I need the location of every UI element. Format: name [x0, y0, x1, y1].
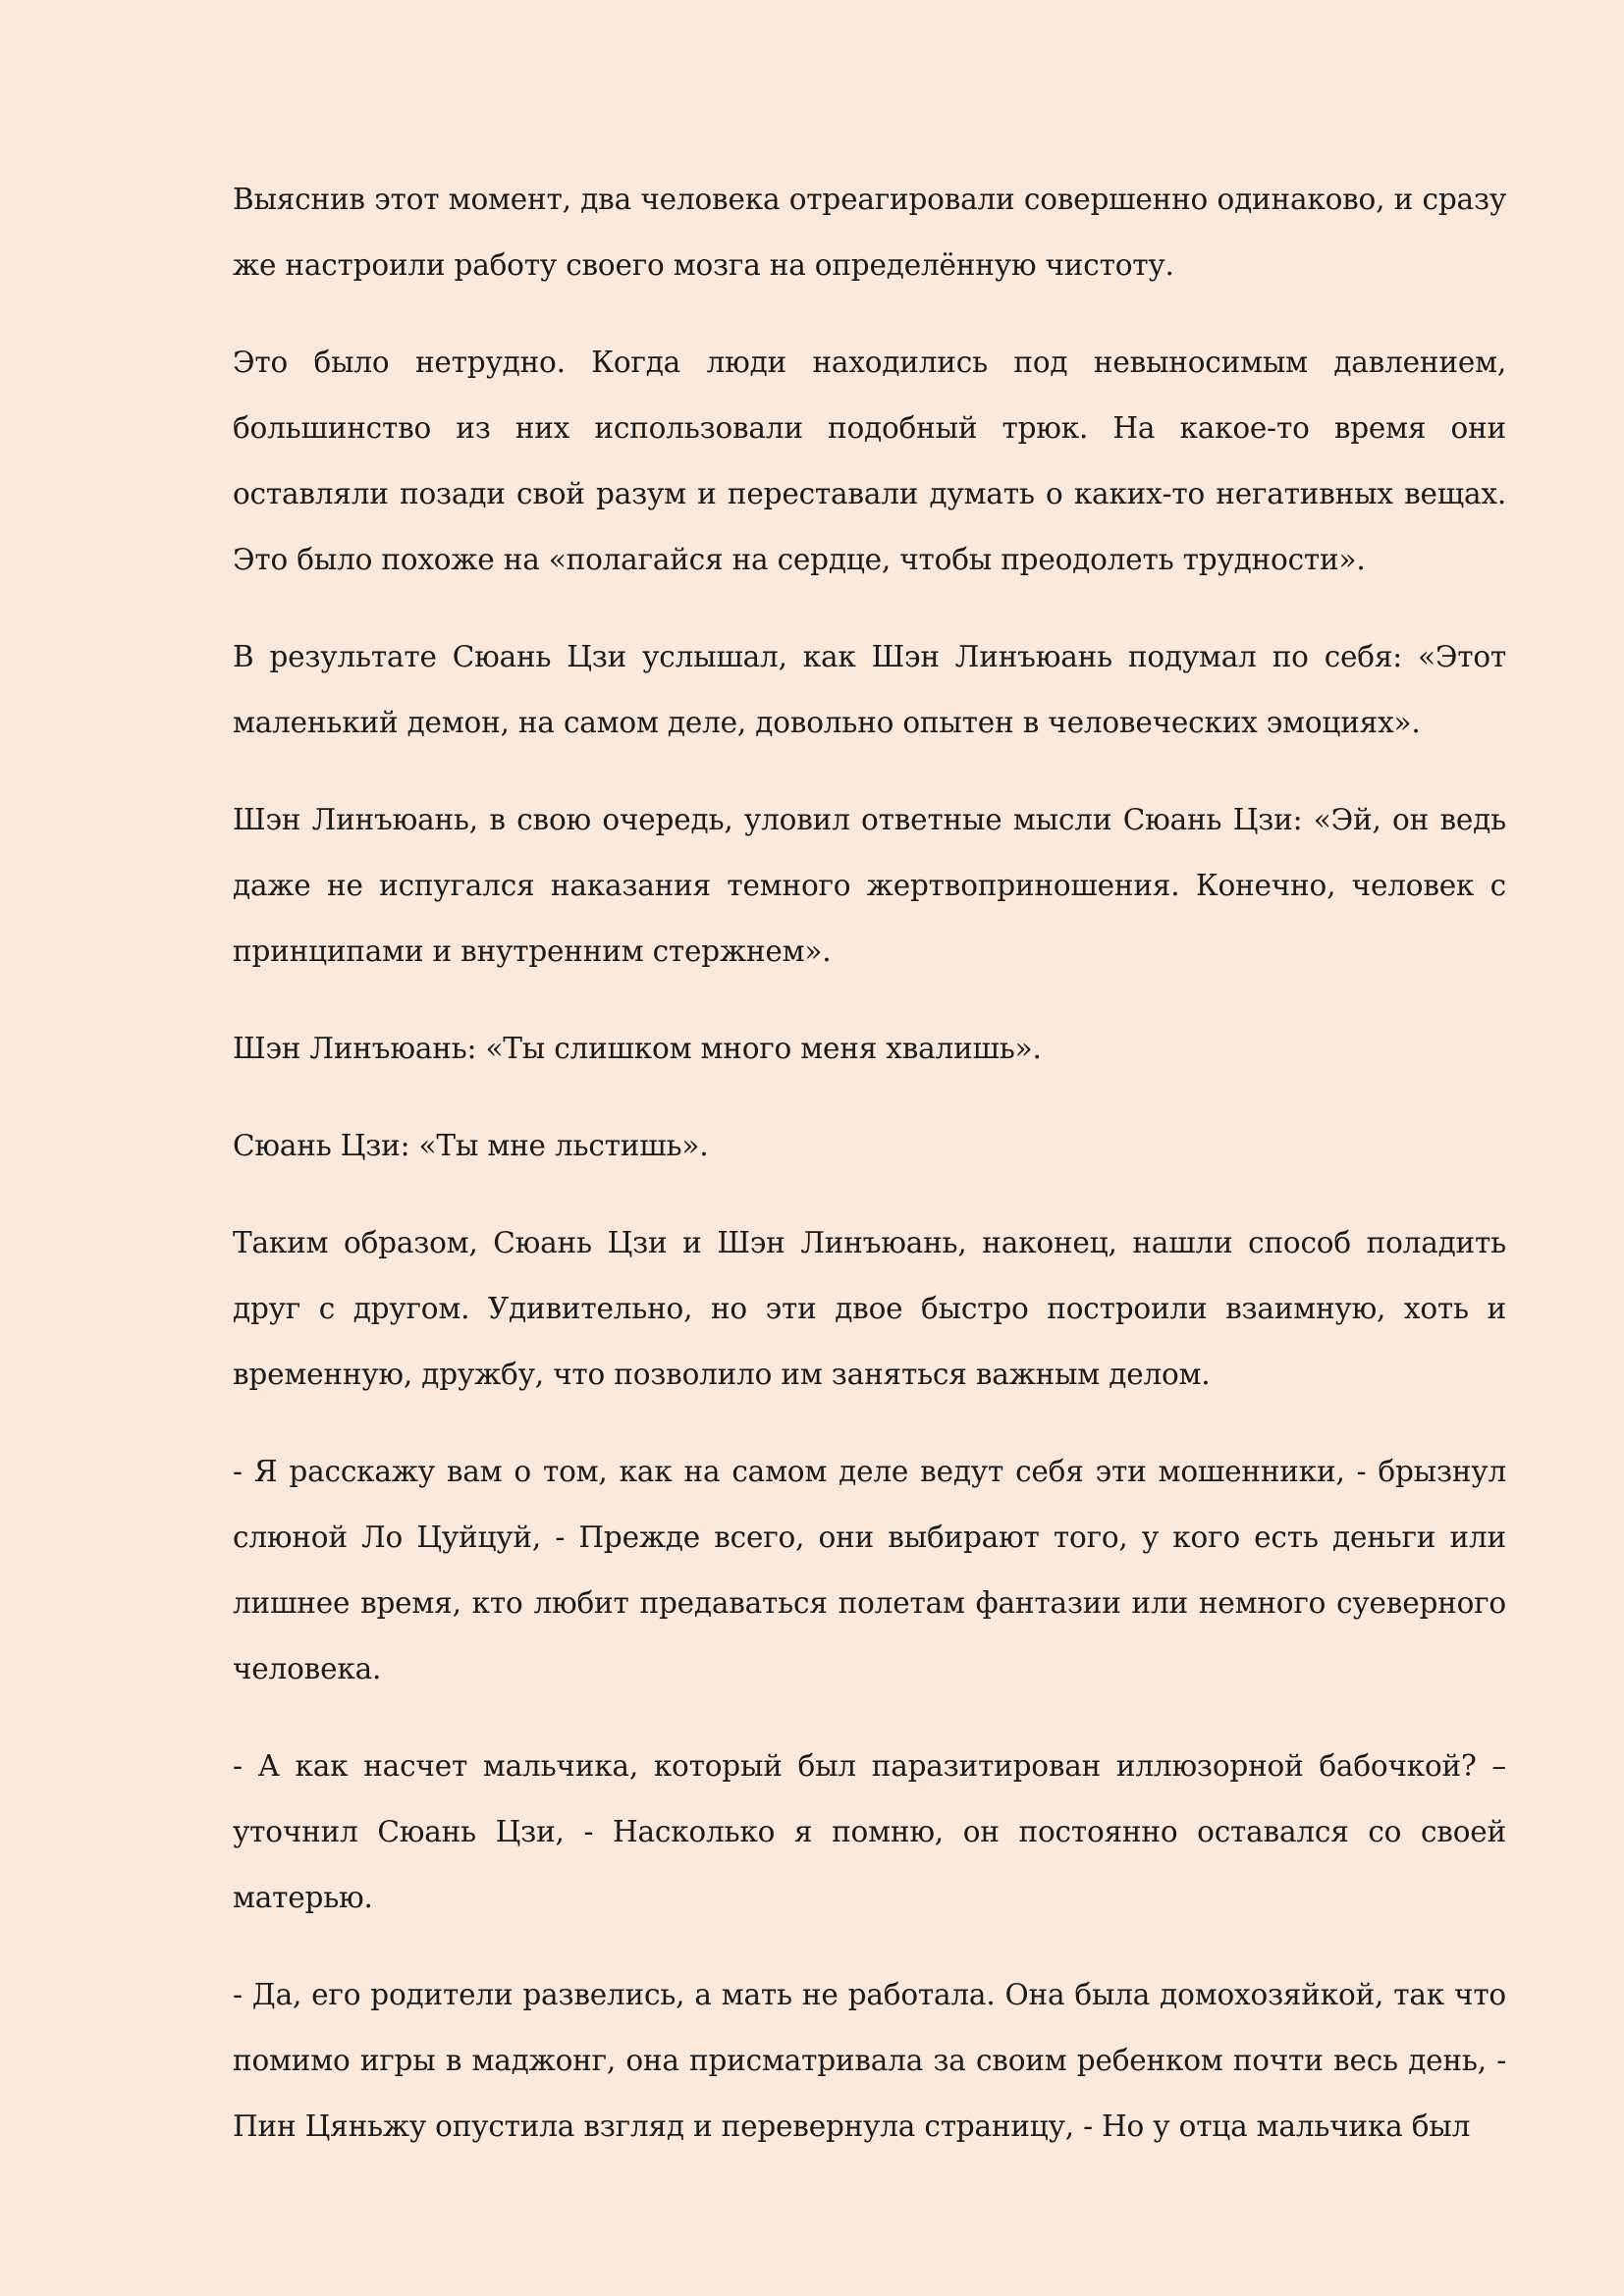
body-text: [233, 167, 1506, 2191]
paragraph-3: В результате Сюань Цзи услышал, как Шэн Линъюань подумал по себя: «Этот маленький демон, на самом деле, довольно опытен в человеческих эмоциях».: [233, 640, 1506, 739]
paragraph-2: Это было нетрудно. Когда люди находились под невыносимым давлением, большинство из них использовали подобный трюк. На какое-то время они оставляли позади свой разум и переставали думать о каких-то негативных вещах. Это было похоже на «полагайся на сердце, чтобы преодолеть трудности».: [233, 346, 1506, 576]
paragraph-7: Таким образом, Сюань Цзи и Шэн Линъюань, наконец, нашли способ поладить друг с другом. Удивительно, но эти двое быстро построили взаимную, хоть и временную, дружбу, что позволило им заняться важным делом.: [233, 1226, 1506, 1391]
paragraph-9: - А как насчет мальчика, который был паразитирован иллюзорной бабочкой? – уточнил Сюань Цзи, - Насколько я помню, он постоянно оставался со своей матерью.: [233, 1749, 1506, 1914]
paragraph-6: Сюань Цзи: «Ты мне льстишь».: [233, 1129, 709, 1162]
paragraph-5: Шэн Линъюань: «Ты слишком много меня хвалишь».: [233, 1032, 1042, 1065]
paragraph-1: Выяснив этот момент, два человека отреагировали совершенно одинаково, и сразу же настроили работу своего мозга на определённую чистоту.: [233, 183, 1506, 282]
paragraph-10: - Да, его родители развелись, а мать не работала. Она была домохозяйкой, так что помимо игры в маджонг, она присматривала за своим ребенком почти весь день, - Пин Цяньжу опустила взгляд и перевернула страницу, - Но у отца мальчика был: [233, 1978, 1506, 2143]
paragraph-8: - Я расскажу вам о том, как на самом деле ведут себя эти мошенники, - брызнул слюной Ло Цуйцуй, - Прежде всего, они выбирают того, у кого есть деньги или лишнее время, кто любит предаваться полетам фантазии или немного суеверного человека.: [233, 1455, 1506, 1685]
paragraph-4: Шэн Линъюань, в свою очередь, уловил ответные мысли Сюань Цзи: «Эй, он ведь даже не испугался наказания темного жертвоприношения. Конечно, человек с принципами и внутренним стержнем».: [233, 803, 1506, 968]
